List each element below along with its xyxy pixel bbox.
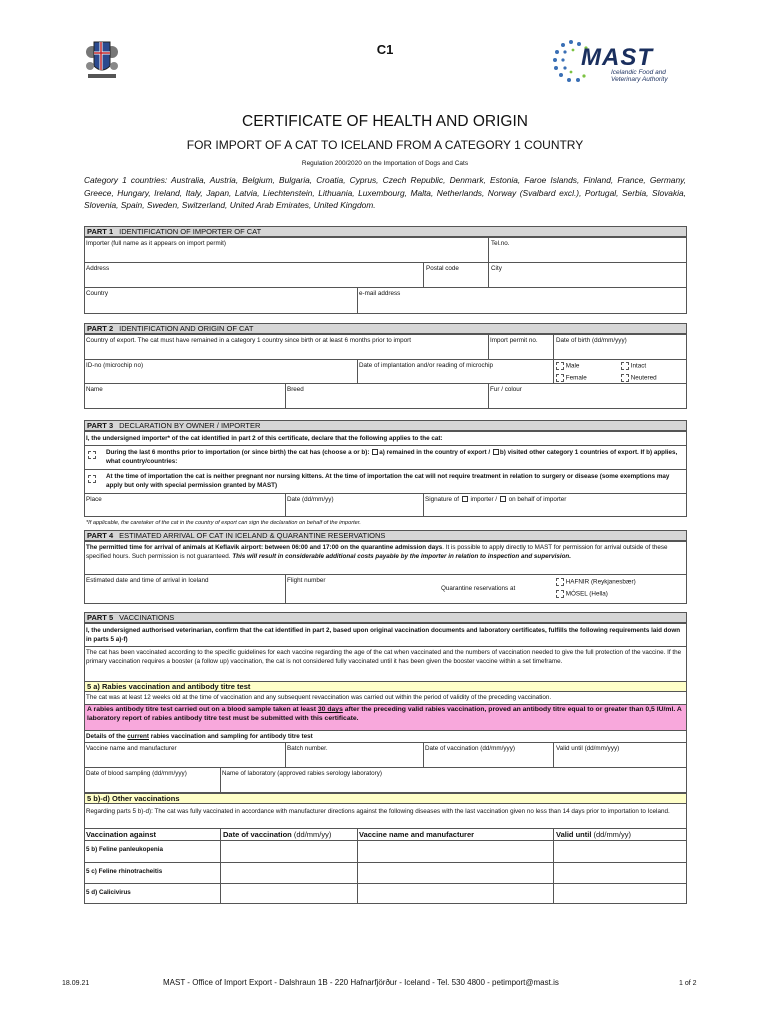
address-field[interactable]: Address xyxy=(86,265,110,272)
batch-field[interactable]: Batch number. xyxy=(287,745,328,752)
place-field[interactable]: Place xyxy=(86,496,102,503)
part2-box xyxy=(84,334,687,409)
rabies-valid-field[interactable]: Valid until (dd/mm/yyy) xyxy=(556,745,620,752)
part3-intro: I, the undersigned importer* of the cat identified in part 2 of this certificate, declare that the following applies to the cat: xyxy=(86,435,443,442)
arrival-field[interactable]: Estimated date and time of arrival in Iceland xyxy=(86,577,209,584)
part1-header: PART 1 IDENTIFICATION OF IMPORTER OF CAT xyxy=(84,226,687,237)
decl1-text: During the last 6 months prior to importation (or since birth) the cat has (choose a or b): a) remained in the country of export / b) visited other category 1 countries of export. If b) applies, what country/countries: xyxy=(106,449,678,465)
country-export-field[interactable]: Country of export. The cat must have remained in a category 1 country since birth or at least 6 months prior to import xyxy=(86,337,412,344)
email-field[interactable]: e-mail address xyxy=(359,290,401,297)
microchip-field[interactable]: ID-no (microchip no) xyxy=(86,362,144,369)
decl1-checkbox[interactable] xyxy=(88,451,96,459)
section-5bd-text: Regarding parts 5 b)-d): The cat was fully vaccinated in accordance with manufacturer directions against the following diseases with the last vaccination given no less than 14 days prior to importation to Iceland. xyxy=(86,808,670,815)
breed-field[interactable]: Breed xyxy=(287,386,304,393)
female-option[interactable]: Female xyxy=(556,374,587,383)
name-field[interactable]: Name xyxy=(86,386,103,393)
postal-code-field[interactable]: Postal code xyxy=(426,265,459,272)
option-b-checkbox[interactable] xyxy=(493,449,499,455)
hafnir-option[interactable]: HAFNIR (Reykjanesbær) xyxy=(556,578,636,587)
importer-field[interactable]: Importer (full name as it appears on import permit) xyxy=(86,240,226,247)
signature-field[interactable]: Signature of importer / on behalf of importer xyxy=(425,496,567,503)
part4-header: PART 4 ESTIMATED ARRIVAL OF CAT IN ICELAND & QUARANTINE RESERVATIONS xyxy=(84,530,687,541)
city-field[interactable]: City xyxy=(491,265,502,272)
tel-field[interactable]: Tel.no. xyxy=(491,240,510,247)
footer-page: 1 of 2 xyxy=(679,980,697,987)
mast-logo-word: MAST xyxy=(581,44,653,71)
part3-header: PART 3 DECLARATION BY OWNER / IMPORTER xyxy=(84,420,687,431)
rabies-vac-date-field[interactable]: Date of vaccination (dd/mm/yyy) xyxy=(425,745,515,752)
section-5a-title: 5 a) Rabies vaccination and antibody titre test xyxy=(84,681,687,692)
section-5a-text: The cat was at least 12 weeks old at the time of vaccination and any subsequent revaccination was carried out within the period of validity of the preceding vaccination. xyxy=(86,694,552,701)
section-5bd-title: 5 b)-d) Other vaccinations xyxy=(84,793,687,804)
dob-field[interactable]: Date of birth (dd/mm/yyy) xyxy=(556,337,627,344)
th-vaccination-against: Vaccination against xyxy=(86,830,157,839)
form-code: C1 xyxy=(376,42,394,57)
date-field[interactable]: Date (dd/mm/yy) xyxy=(287,496,334,503)
male-checkbox xyxy=(556,362,564,370)
neutered-option[interactable]: Neutered xyxy=(621,374,657,383)
option-a-checkbox[interactable] xyxy=(372,449,378,455)
page-title: CERTIFICATE OF HEALTH AND ORIGIN xyxy=(242,113,528,130)
page-subtitle: FOR IMPORT OF A CAT TO ICELAND FROM A CATEGORY 1 COUNTRY xyxy=(186,138,584,152)
blood-sampling-field[interactable]: Date of blood sampling (dd/mm/yyy) xyxy=(86,770,187,777)
category-countries: Category 1 countries: Australia, Austria, Belgium, Bulgaria, Croatia, Cyprus, Czech Republic, Denmark, Estonia, Faroe Islands, Finland, France, Germany, Greece, Hungary, Ireland, Italy, Japan, Latvia, Liechtenstein, Lithuania, Luxembourg, Malta, Netherlands, Norway (Svalbard excl.), Portugal, Serbia, Slovakia, Slovenia, Spain, Sweden, Switzerland, United Arab Emirates, United Kingdom. xyxy=(84,175,686,210)
footer-date: 18.09.21 xyxy=(62,980,90,987)
flight-field[interactable]: Flight number xyxy=(287,577,326,584)
th-date-of-vaccination: Date of vaccination (dd/mm/yy) xyxy=(223,830,332,839)
part5-header: PART 5 VACCINATIONS xyxy=(84,612,687,623)
male-option[interactable]: Male xyxy=(556,362,579,371)
importer-checkbox xyxy=(462,496,468,502)
part4-text: The permitted time for arrival of animals at Keflavik airport: between 06:00 and 17:00 on the quarantine admission days. It is possible to apply directly to MAST for permission for arrival outside of these specified hours. Such permission is not guaranteed. This will result in considerable additional costs payable by the importer in relation to inspection and supervision. xyxy=(86,544,668,560)
quarantine-label: Quarantine reservations at xyxy=(441,585,516,592)
th-valid-until: Valid until (dd/mm/yy) xyxy=(556,830,632,839)
th-vaccine-name: Vaccine name and manufacturer xyxy=(359,830,475,839)
fur-field[interactable]: Fur / colour xyxy=(490,386,522,393)
part5-intro: I, the undersigned authorised veterinarian, confirm that the cat identified in part 2, based upon original vaccination documents and laboratory certificates, fulfills the following requirements laid down in parts 5 a)-f) xyxy=(86,627,681,643)
rabies-titre-notice: A rabies antibody titre test carried out on a blood sample taken at least 30 days after the preceding valid rabies vaccination, proved an antibody titre equal to or greater than 0,5 IU/ml. A laboratory report of rabies antibody titre test must be submitted with this certificate. xyxy=(84,704,687,731)
part2-header: PART 2 IDENTIFICATION AND ORIGIN OF CAT xyxy=(84,323,687,334)
mosel-option[interactable]: MÓSEL (Hella) xyxy=(556,590,608,599)
rabies-vaccine-name-field[interactable]: Vaccine name and manufacturer xyxy=(86,745,177,752)
country-field[interactable]: Country xyxy=(86,290,109,297)
regulation-text: Regulation 200/2020 on the Importation of Dogs and Cats xyxy=(301,160,469,167)
hafnir-checkbox xyxy=(556,578,564,586)
mast-logo xyxy=(551,38,691,86)
intact-checkbox xyxy=(621,362,629,370)
iceland-coat-of-arms-icon xyxy=(84,36,120,86)
female-checkbox xyxy=(556,374,564,382)
rabies-details-label: Details of the current rabies vaccination and sampling for antibody titre test xyxy=(86,733,313,740)
decl2-checkbox[interactable] xyxy=(88,475,96,483)
part5-general: The cat has been vaccinated according to the specific guidelines for each vaccine regarding the age of the cat when vaccinated and the numbers of vaccination needed to give the full protection of the vaccine. If the primary vaccination requires a booster (a follow up) vaccination, the cat is not considered fully vaccinated until it has been given the booster vaccine within a set timeframe. xyxy=(86,649,682,665)
row-panleukopenia: 5 b) Feline panleukopenia xyxy=(86,846,163,853)
decl2-text: At the time of importation the cat is neither pregnant nor nursing kittens. At the time of importation the cat will not require treatment in relation to surgery or disease (some exemptions may apply but only with special permission granted by MAST) xyxy=(106,473,670,489)
intact-option[interactable]: Intact xyxy=(621,362,646,371)
neutered-checkbox xyxy=(621,374,629,382)
mast-logo-sub: Icelandic Food and Veterinary Authority xyxy=(611,69,668,83)
mosel-checkbox xyxy=(556,590,564,598)
part3-footnote: *If applicable, the caretaker of the cat in the country of export can sign the declaration on behalf of the importer. xyxy=(86,520,361,526)
footer-office: MAST - Office of Import Export - Dalshraun 1B - 220 Hafnarfjörður - Iceland - Tel. 530 4800 - petimport@mast.is xyxy=(163,978,559,987)
import-permit-field[interactable]: Import permit no. xyxy=(490,337,538,344)
row-calicivirus: 5 d) Calicivirus xyxy=(86,889,131,896)
part1-box xyxy=(84,237,687,314)
behalf-checkbox xyxy=(500,496,506,502)
implant-date-field[interactable]: Date of implantation and/or reading of microchip xyxy=(359,362,494,369)
laboratory-field[interactable]: Name of laboratory (approved rabies serology laboratory) xyxy=(222,770,382,777)
row-rhinotracheitis: 5 c) Feline rhinotracheitis xyxy=(86,868,163,875)
